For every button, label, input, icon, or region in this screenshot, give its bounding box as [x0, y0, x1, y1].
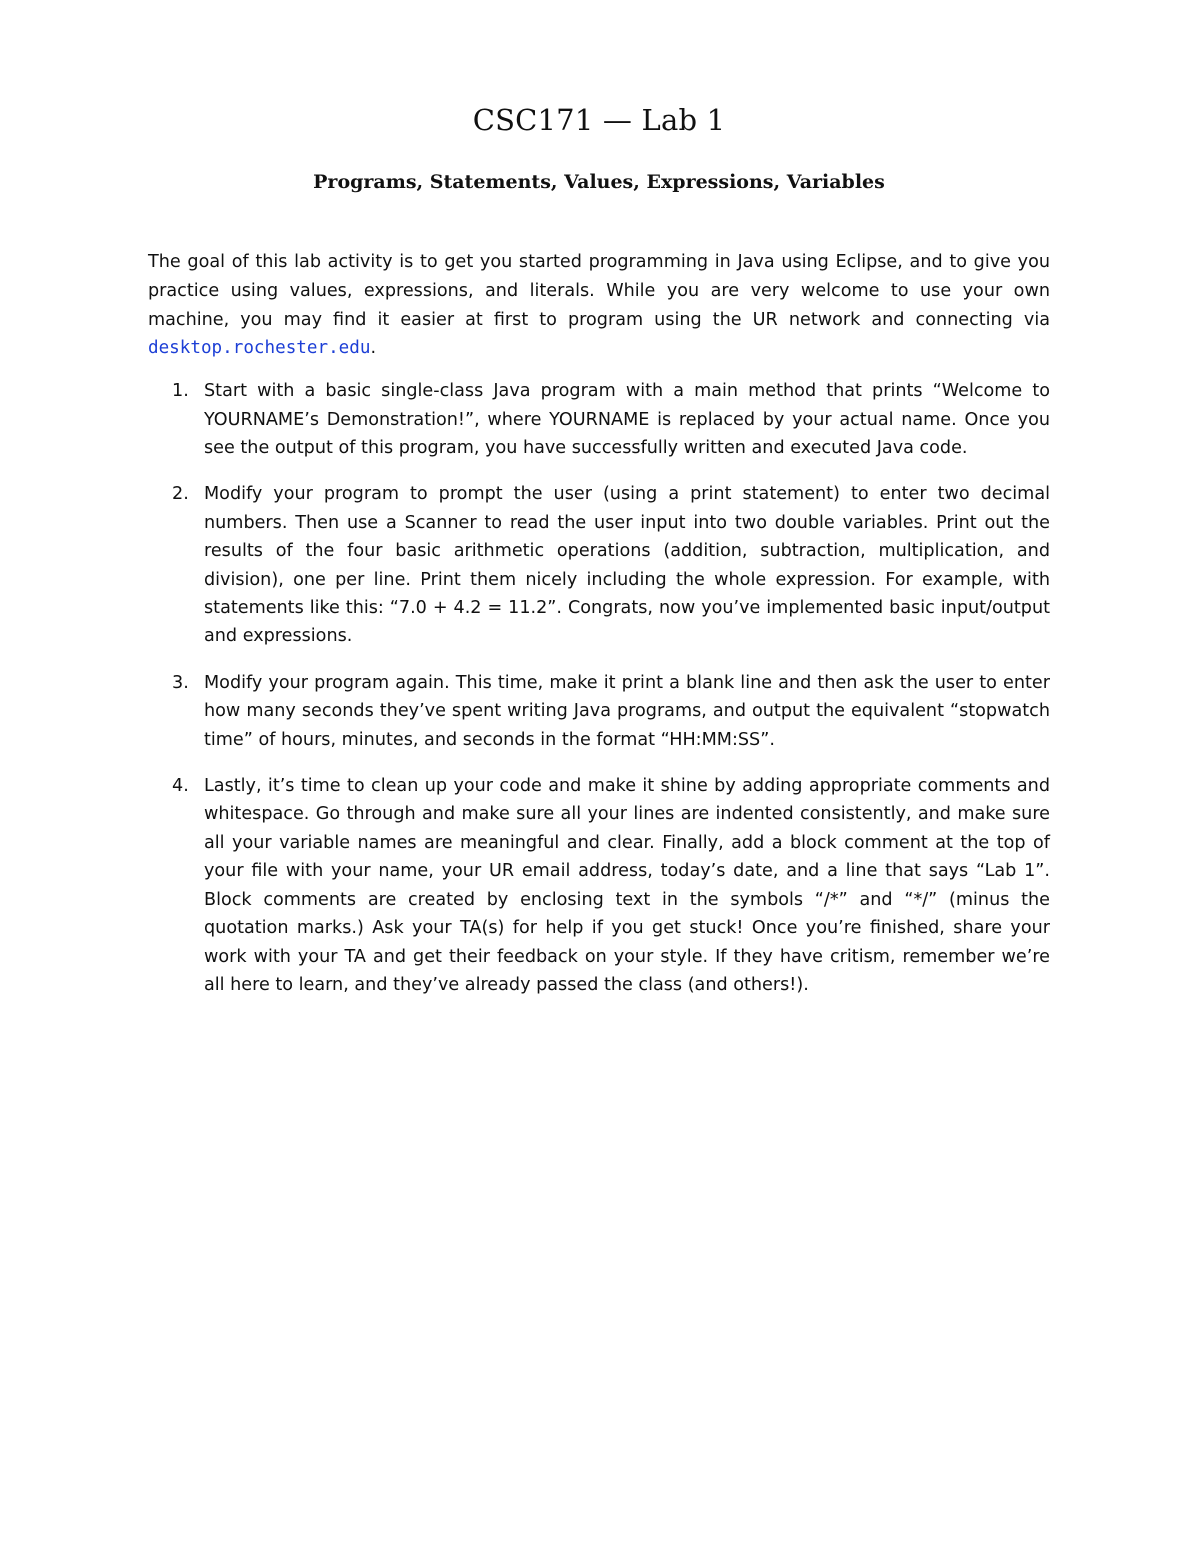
list-item-text: Start with a basic single-class Java program with a main method that prints “Welcome to YOURNAME’s Demonstration!”, where YOURNAME is replaced by your actual name. Once you see the output of this program, you have successfully written and executed Java code. [204, 381, 1050, 458]
list-item [148, 377, 1050, 462]
list-item [148, 669, 1050, 754]
document-title: CSC171 — Lab 1 [472, 103, 726, 137]
task-list [148, 377, 1050, 999]
list-item-number: 1. [172, 381, 189, 402]
list-item-number: 3. [172, 672, 189, 693]
list-item [148, 480, 1050, 650]
list-item-text: Lastly, it’s time to clean up your code and make it shine by adding appropriate comments and whitespace. Go through and make sure all your lines are indented consistently, and make sure all your variable names are meaningful and clear. Finally, add a block comment at the top of your file with your name, your UR email address, today’s date, and a line that says “Lab 1”. Block comments are created by enclosing text in the symbols “/*” and “*/” (minus the quotation marks.) Ask your TA(s) for help if you get stuck! Once you’re finished, share your work with your TA and get their feedback on your style. If they have critism, remember we’re all here to learn, and they’ve already passed the class (and others!). [204, 776, 1050, 995]
list-item-number: 4. [172, 776, 189, 797]
list-item-text: Modify your program to prompt the user (using a print statement) to enter two decimal numbers. Then use a Scanner to read the user input into two double variables. Print out the results of the four basic arithmetic operations (addition, subtraction, multiplication, and division), one per line. Print them nicely including the whole expression. For example, with statements like this: “7.0 + 4.2 = 11.2”. Congrats, now you’ve implemented basic input/output and expressions. [204, 484, 1050, 647]
list-item-text: Modify your program again. This time, make it print a blank line and then ask the user to enter how many seconds they’ve spent writing Java programs, and output the equivalent “stopwatch time” of hours, minutes, and seconds in the format “HH:MM:SS”. [204, 672, 1050, 750]
list-item [148, 772, 1050, 999]
list-item-number: 2. [172, 484, 189, 505]
desktop-rochester-link[interactable]: desktop.rochester.edu [148, 338, 371, 359]
document-page [148, 100, 1050, 1017]
document-subtitle: Programs, Statements, Values, Expressions, Variables [313, 171, 885, 193]
intro-text-end: . [370, 338, 377, 359]
intro-paragraph [148, 248, 1050, 363]
intro-text: The goal of this lab activity is to get you started programming in Java using Eclipse, and to give you practice using values, expressions, and literals. While you are very welcome to use your own machine, you may find it easier at first to program using the UR network and connecting via [148, 252, 1050, 330]
